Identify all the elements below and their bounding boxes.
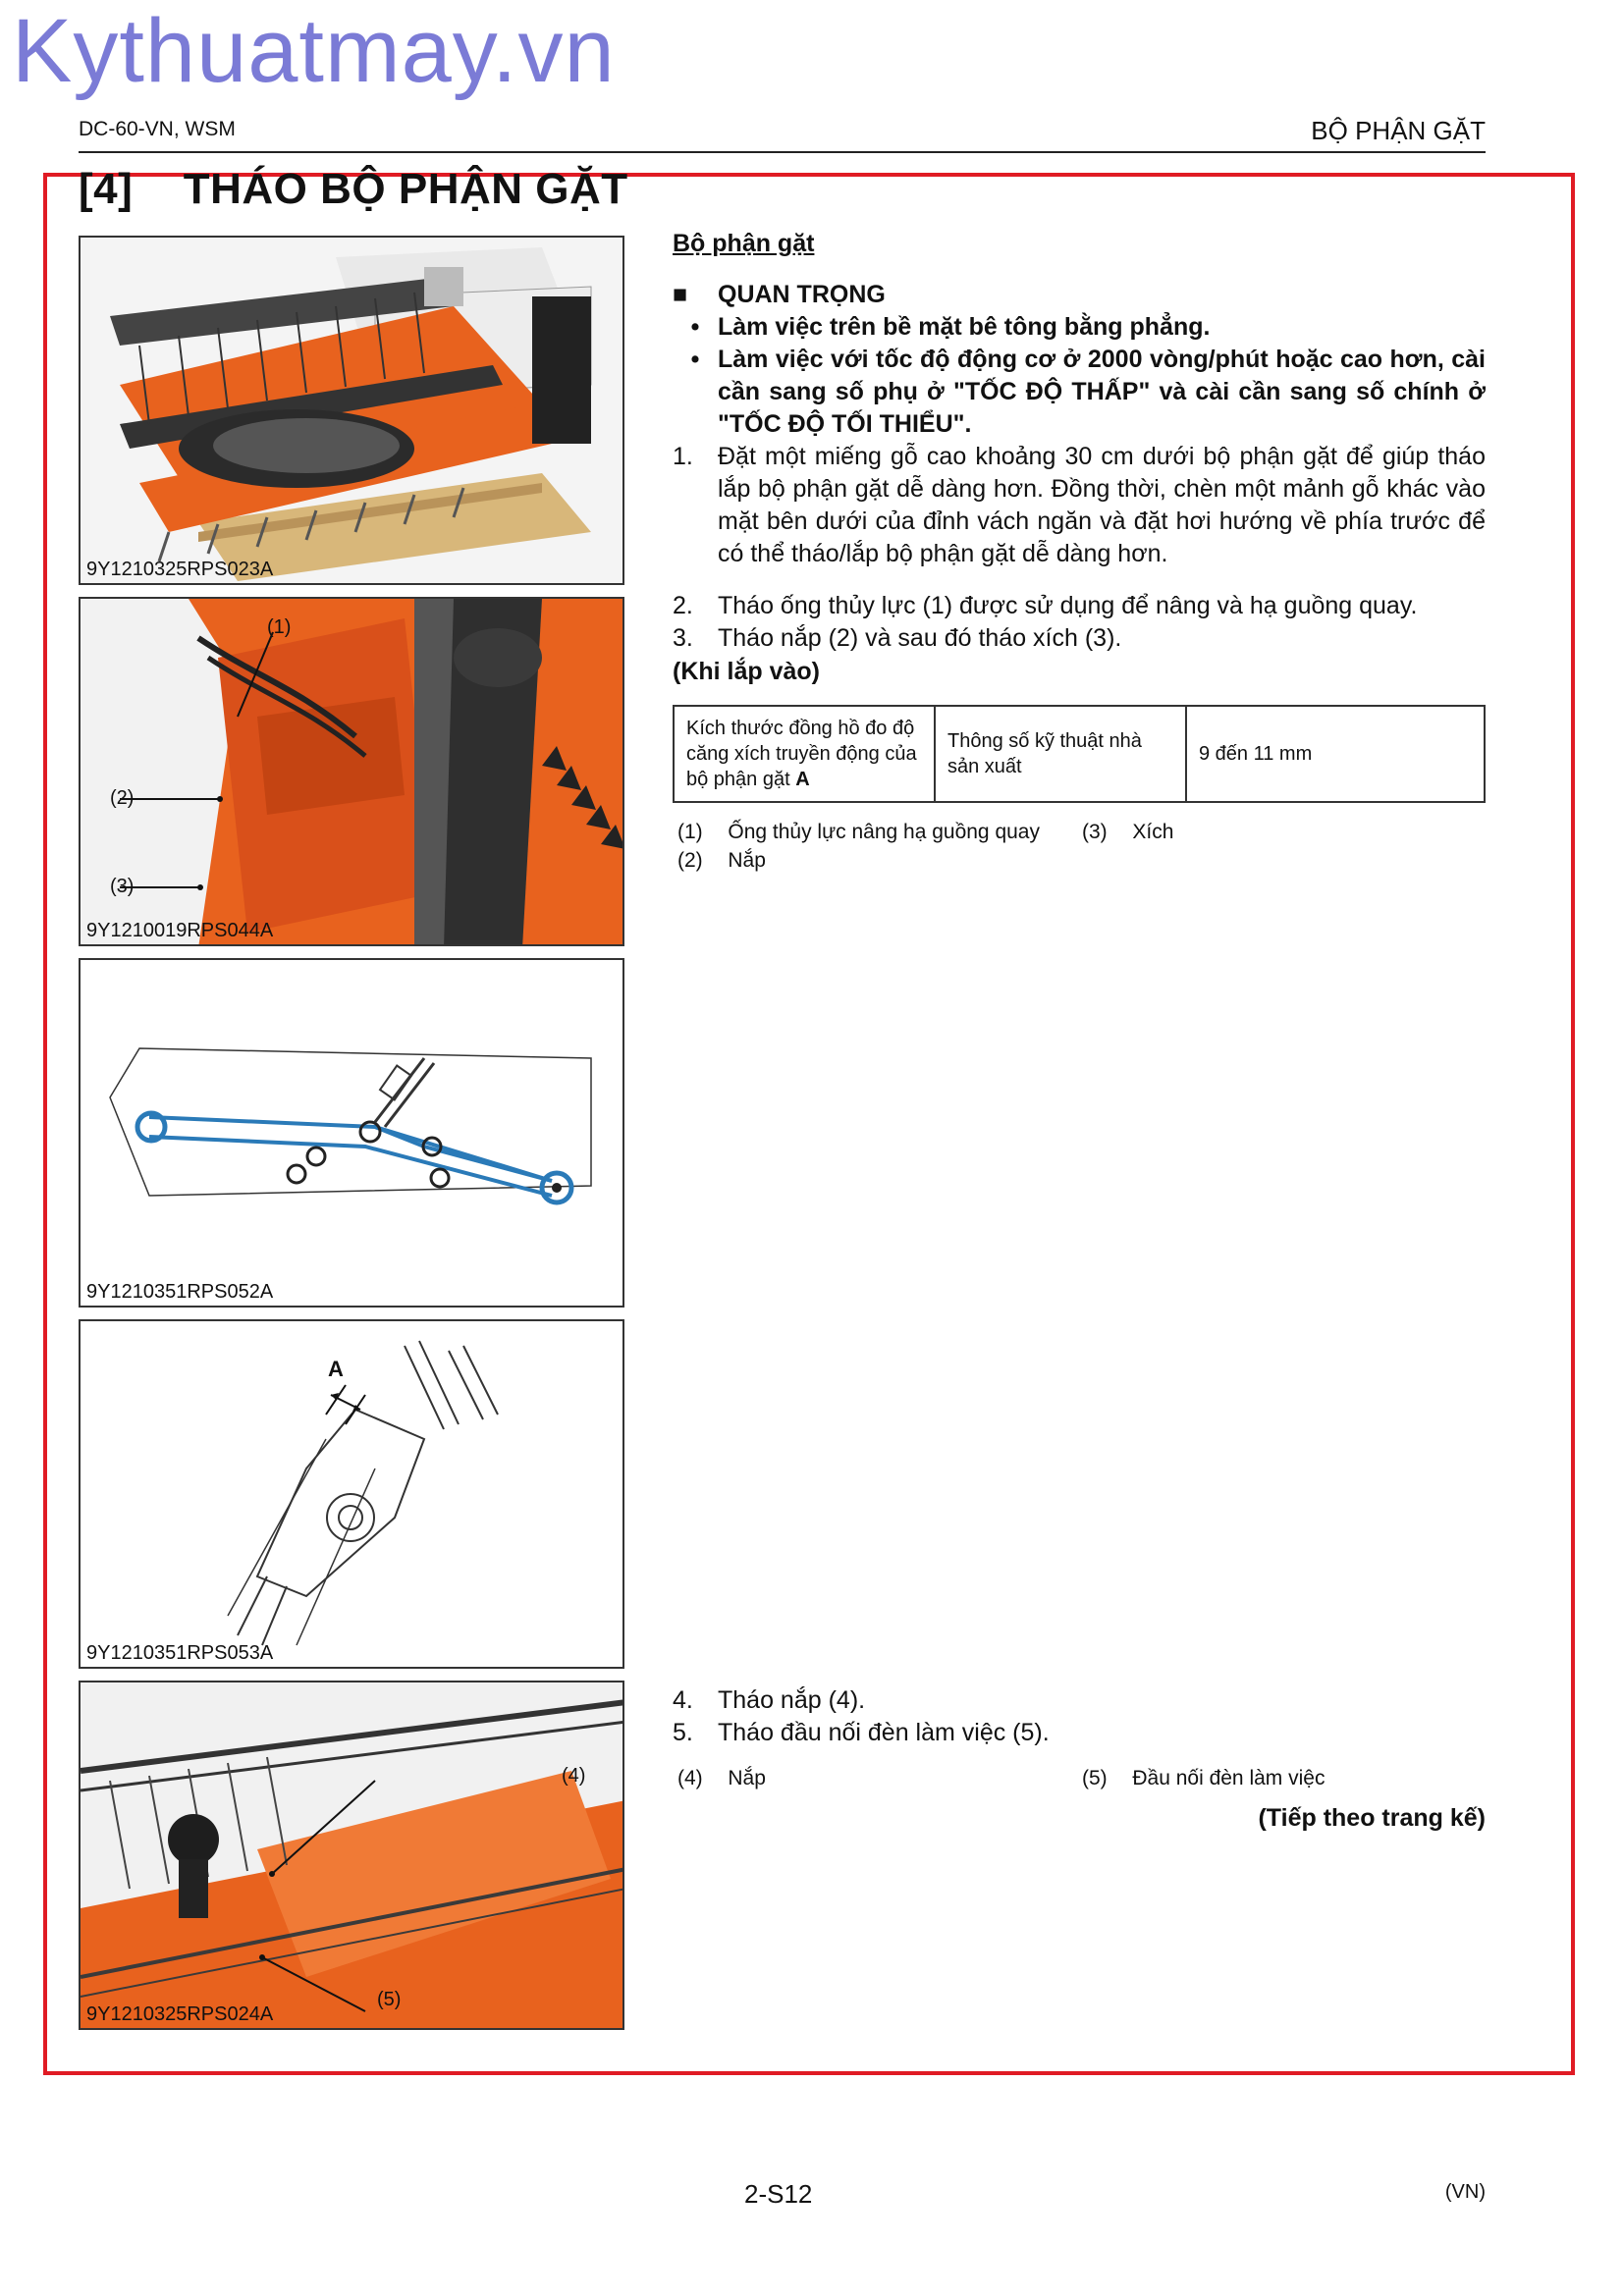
step-number: 1.: [673, 443, 693, 470]
legend-num: (5): [1082, 1767, 1108, 1789]
callout-2: (2): [110, 787, 135, 809]
spec-table: [673, 705, 1486, 803]
subheading: [673, 228, 1486, 260]
callout-5: (5): [377, 1989, 402, 2010]
step-text: Tháo nắp (2) và sau đó tháo xích (3).: [718, 624, 1122, 652]
bullet-dot-icon: •: [690, 346, 700, 373]
legend-num: (3): [1082, 821, 1108, 843]
legend-text: Ống thủy lực nâng hạ guồng quay: [728, 821, 1040, 843]
legend-num: (2): [677, 849, 703, 872]
figure-caption: 9Y1210351RPS053A: [86, 1642, 274, 1664]
spec-value-cell: 9 đến 11 mm: [1186, 706, 1485, 802]
figure-hose-cover-chain: [79, 597, 624, 946]
step-text: Đặt một miếng gỗ cao khoảng 30 cm dưới bộ phận gặt để giúp tháo lắp bộ phận gặt dễ dàng hơn. Đồng thời, chèn một mảnh gỗ khác vào mặt bên dưới của đỉnh vách ngăn và đặt hơi hướng về phía trước để có thể tháo/lắp bộ phận gặt dễ dàng hơn.: [718, 443, 1486, 567]
important-bullet: [673, 344, 1486, 441]
page-number: 2-S12: [744, 2179, 813, 2209]
spec-item-cell: [674, 706, 935, 802]
watermark: Kythuatmay.vn: [12, 1, 616, 101]
important-bullet-text: Làm việc với tốc độ động cơ ở 2000 vòng/phút hoặc cao hơn, cài cần sang số phụ ở "TỐC ĐỘ THẤP" và cài cần sang số chính ở "TỐC ĐỘ TỐI THIỂU".: [718, 346, 1486, 438]
important-bullet-text: Làm việc trên bề mặt bê tông bằng phẳng.: [718, 313, 1211, 341]
when-installing-label: (Khi lắp vào): [673, 658, 821, 685]
spec-item-text: Kích thước đồng hồ đo độ căng xích truyền động của bộ phận gặt: [686, 718, 917, 790]
figure-caption: 9Y1210325RPS024A: [86, 2003, 274, 2025]
header-rule: [79, 151, 1486, 153]
section-title-text: THÁO BỘ PHẬN GẶT: [183, 165, 628, 213]
spec-label-cell: Thông số kỹ thuật nhà sản xuất: [935, 706, 1186, 802]
figure-caption: 9Y1210325RPS023A: [86, 559, 274, 580]
step-text: Tháo đầu nối đèn làm việc (5).: [718, 1719, 1050, 1746]
figure-harvester-photo: [79, 236, 624, 585]
legend-text: Đầu nối đèn làm việc: [1132, 1767, 1325, 1789]
important-label: QUAN TRỌNG: [718, 281, 886, 308]
section-number: [4]: [79, 165, 134, 213]
step-text: Tháo nắp (4).: [718, 1686, 866, 1714]
header-section-name: BỘ PHẬN GẶT: [1311, 116, 1486, 145]
legend-num: (4): [677, 1767, 703, 1789]
continued-note: (Tiếp theo trang kế): [1258, 1804, 1486, 1832]
language-code: (VN): [1444, 2181, 1486, 2203]
figure-cover-connector: [79, 1681, 624, 2030]
spec-item-bold: A: [795, 769, 810, 790]
cover-connector-illustration: [81, 1682, 624, 2030]
figure-caption: 9Y1210019RPS044A: [86, 920, 274, 941]
step-number: 4.: [673, 1686, 693, 1714]
hose-cover-illustration: [81, 599, 624, 946]
important-notice: [673, 279, 1486, 446]
spec-row: [674, 706, 1485, 802]
step-item: [673, 590, 1486, 622]
legend-item: [1082, 821, 1173, 844]
step-item: [673, 1717, 1486, 1749]
important-heading: [673, 279, 1486, 311]
callout-3: (3): [110, 876, 135, 897]
step-item: [673, 441, 1486, 570]
callout-1: (1): [267, 616, 292, 638]
legend-item: [677, 821, 1040, 844]
figure-chain-diagram: [79, 958, 624, 1308]
important-bullet: [673, 311, 1486, 344]
step-number: 3.: [673, 624, 693, 652]
step-number: 5.: [673, 1719, 693, 1746]
figure-tension-gauge: [79, 1319, 624, 1669]
bullet-dot-icon: •: [690, 313, 700, 341]
step-number: 2.: [673, 592, 693, 619]
callout-4: (4): [562, 1765, 586, 1787]
chain-route-diagram: [81, 960, 624, 1308]
callout-a: A: [328, 1357, 344, 1381]
step-item: [673, 1684, 1486, 1717]
legend-item: [677, 849, 766, 873]
legend-text: Nắp: [728, 849, 766, 872]
legend-text: Xích: [1132, 821, 1174, 843]
legend-num: (1): [677, 821, 703, 843]
legend-item: [677, 1767, 766, 1790]
figure-caption: 9Y1210351RPS052A: [86, 1281, 274, 1303]
legend-item: [1082, 1767, 1325, 1790]
square-marker-icon: ■: [673, 281, 688, 308]
tension-gauge-diagram: [81, 1321, 624, 1669]
section-title: [79, 165, 628, 214]
legend-text: Nắp: [728, 1767, 766, 1789]
step-text: Tháo ống thủy lực (1) được sử dụng để nâng và hạ guồng quay.: [718, 592, 1418, 619]
header-doc-code: DC-60-VN, WSM: [79, 118, 236, 140]
harvester-illustration: [81, 238, 624, 585]
step-item: [673, 622, 1486, 655]
subheading-text: Bộ phận gặt: [673, 230, 815, 257]
